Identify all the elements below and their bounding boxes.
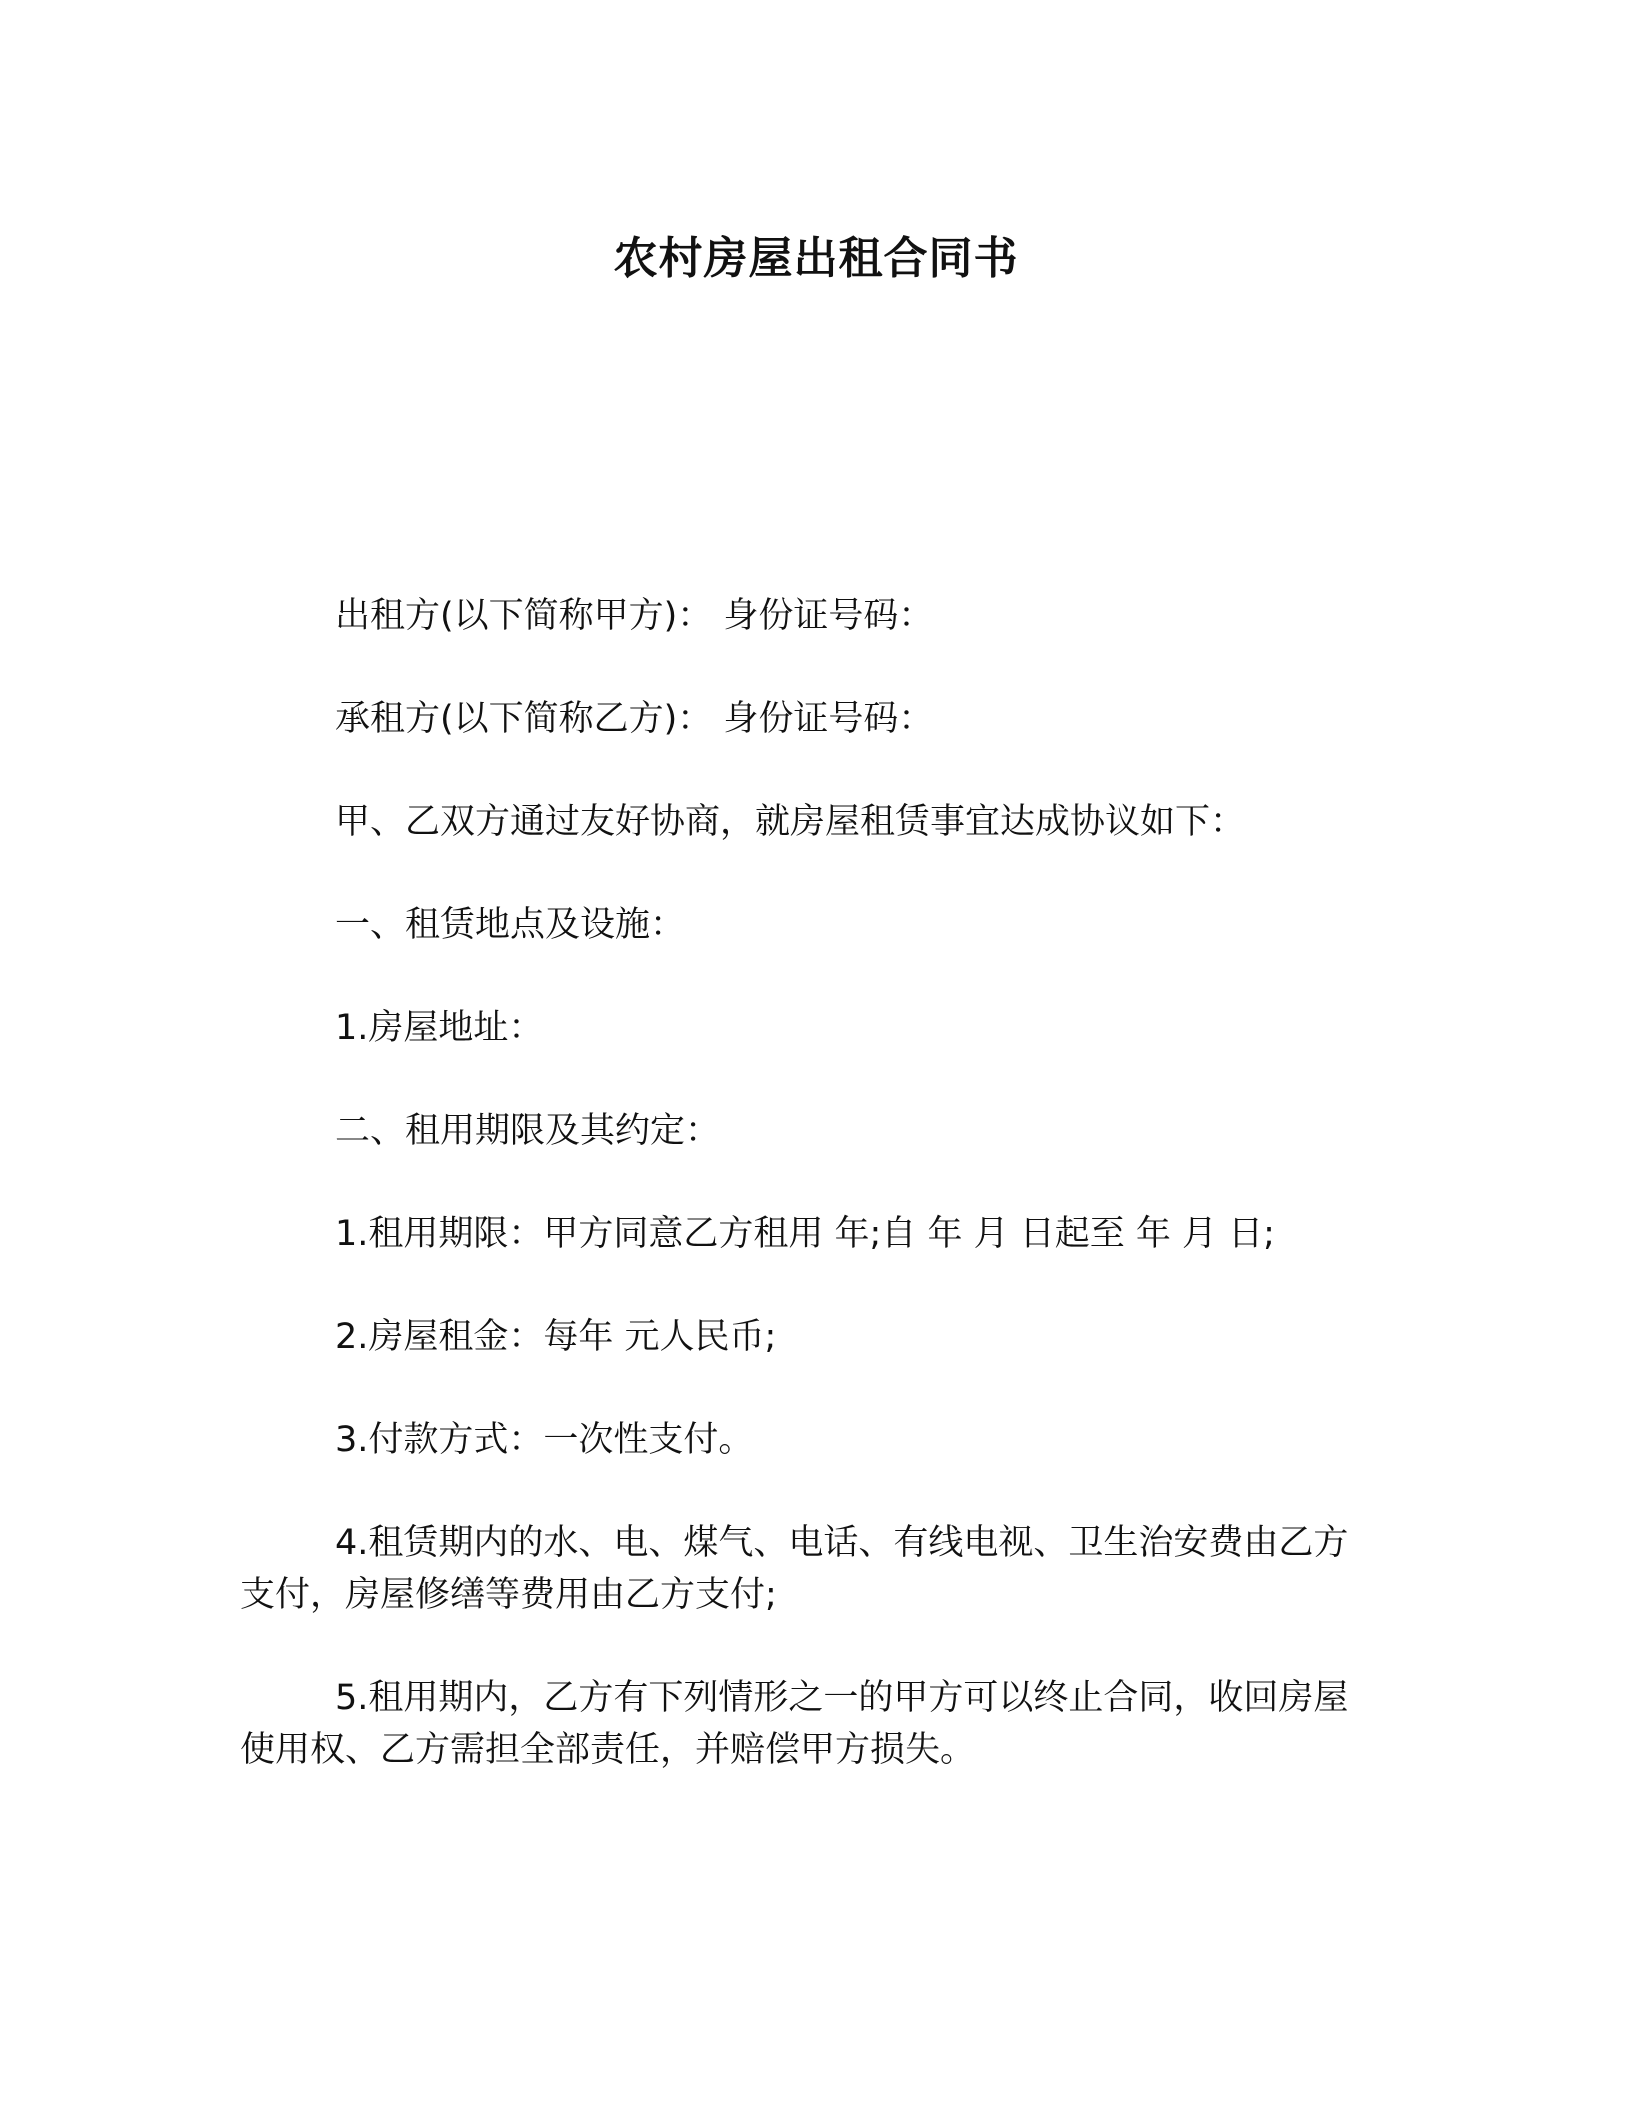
clause-house-address: 1.房屋地址：: [335, 1008, 544, 1048]
section-heading-location: 一、租赁地点及设施：: [335, 905, 686, 945]
clause-termination: 5.租用期内，乙方有下列情形之一的甲方可以终止合同，收回房屋使用权、乙方需担全部责任，并赔偿甲方损失。: [240, 1678, 1349, 1770]
clause-lease-term: 1.租用期限：甲方同意乙方租用 年;自 年 月 日起至 年 月 日;: [335, 1214, 1275, 1254]
clause-payment: 3.付款方式：一次性支付。: [335, 1420, 754, 1460]
document-body: [240, 590, 1375, 1827]
clause-rent: 2.房屋租金：每年 元人民币;: [335, 1317, 777, 1357]
clause-utilities: 4.租赁期内的水、电、煤气、电话、有线电视、卫生治安费由乙方支付，房屋修缮等费用由乙方支付;: [240, 1523, 1349, 1615]
party-a-line: 出租方(以下简称甲方)： 身份证号码：: [335, 596, 934, 636]
agreement-intro: 甲、乙双方通过友好协商，就房屋租赁事宜达成协议如下：: [335, 802, 1246, 842]
section-heading-term: 二、租用期限及其约定：: [335, 1111, 721, 1151]
document-title: 农村房屋出租合同书: [613, 233, 1019, 284]
party-b-line: 承租方(以下简称乙方)： 身份证号码：: [335, 699, 934, 739]
